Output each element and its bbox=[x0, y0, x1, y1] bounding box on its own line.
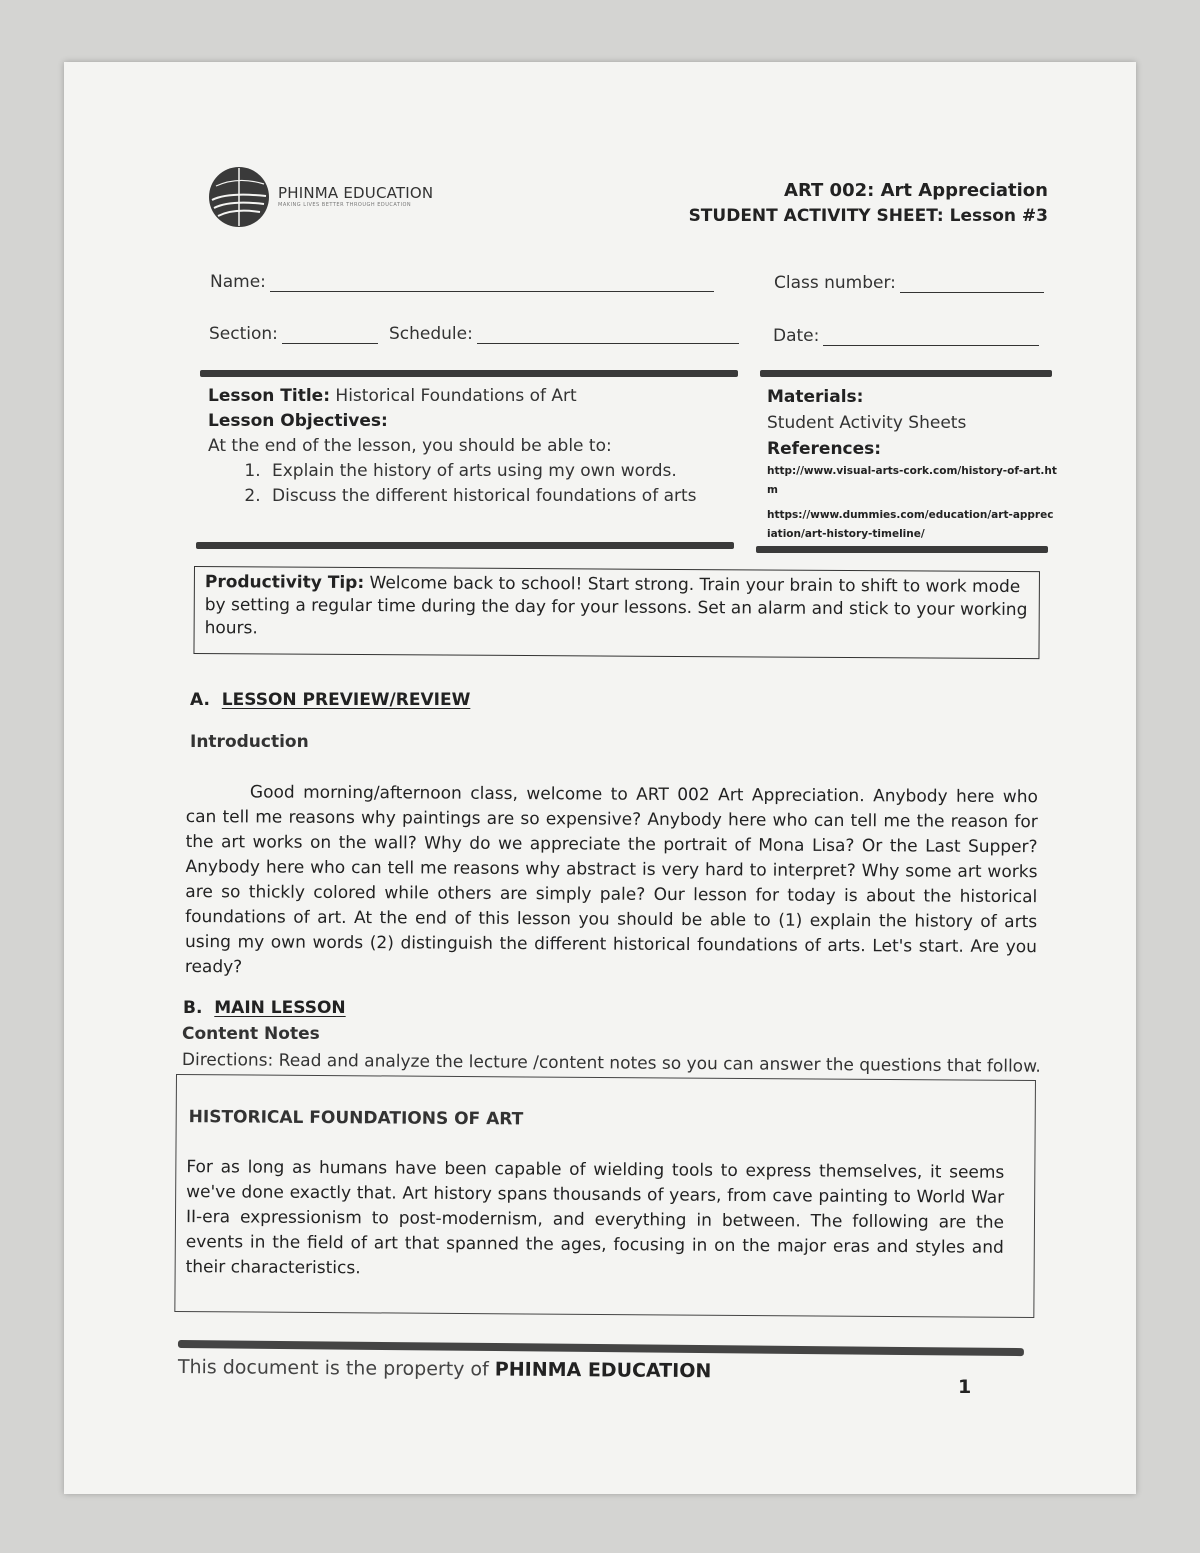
tip-label: Productivity Tip: bbox=[204, 572, 365, 594]
brand-name: PHINMA EDUCATION bbox=[278, 184, 434, 202]
phinma-logo-icon bbox=[208, 166, 270, 228]
page-number: 1 bbox=[958, 1376, 972, 1398]
introduction-text bbox=[185, 780, 1038, 985]
materials-info bbox=[767, 384, 1057, 550]
name-label: Name: bbox=[210, 272, 266, 292]
name-field[interactable] bbox=[210, 272, 714, 292]
reference-link[interactable]: https://www.dummies.com/education/art-appreciation/art-history-timeline/ bbox=[767, 509, 1054, 540]
objectives-intro: At the end of the lesson, you should be able to: bbox=[208, 436, 612, 456]
lesson-title-label: Lesson Title: bbox=[208, 386, 331, 406]
date-line[interactable] bbox=[823, 327, 1039, 346]
materials-label: Materials: bbox=[767, 387, 864, 407]
footer-text bbox=[178, 1356, 712, 1382]
class-number-label: Class number: bbox=[774, 273, 896, 293]
references-label: References: bbox=[767, 439, 882, 459]
objectives-label: Lesson Objectives: bbox=[208, 411, 388, 431]
course-title: ART 002: Art Appreciation bbox=[784, 180, 1048, 201]
class-number-line[interactable] bbox=[900, 274, 1044, 293]
content-notes-heading: Content Notes bbox=[182, 1024, 320, 1044]
date-label: Date: bbox=[773, 326, 820, 346]
content-notes-box bbox=[174, 1074, 1036, 1318]
section-b-letter: B. bbox=[183, 998, 203, 1018]
footer-owner: PHINMA EDUCATION bbox=[494, 1358, 712, 1383]
schedule-label: Schedule: bbox=[389, 324, 473, 344]
schedule-line[interactable] bbox=[477, 325, 739, 344]
materials-value: Student Activity Sheets bbox=[767, 413, 967, 433]
divider-rule bbox=[200, 370, 738, 377]
section-field[interactable] bbox=[209, 324, 378, 344]
tip-text: Welcome back to school! Start strong. Train your brain to shift to work mode by setting a regular time during the day for your lessons. Set an alarm and stick to your working hours. bbox=[204, 573, 1028, 639]
lesson-info bbox=[208, 384, 738, 509]
productivity-tip-box bbox=[193, 566, 1040, 659]
lesson-title-value: Historical Foundations of Art bbox=[335, 386, 577, 406]
content-box-title: HISTORICAL FOUNDATIONS OF ART bbox=[188, 1107, 524, 1130]
reference-link[interactable]: http://www.visual-arts-cork.com/history-of-art.htm bbox=[767, 465, 1057, 496]
section-a-title: LESSON PREVIEW/REVIEW bbox=[221, 690, 471, 710]
content-box-body: For as long as humans have been capable of wielding tools to express themselves, it seems we've done exactly that. Art history spans thousands of years, from cave painting to World War II-era expressionism to post-modernism, and everything in between. The following are the events in the field of art that spanned the ages, focusing in on the major eras and styles and their characteristics. bbox=[185, 1157, 1005, 1279]
schedule-field[interactable] bbox=[389, 324, 739, 344]
section-a-letter: A. bbox=[190, 690, 210, 710]
name-line[interactable] bbox=[270, 273, 714, 292]
introduction-body: Good morning/afternoon class, welcome to ART 002 Art Appreciation. Anybody here who can tell me reasons why paintings are so expensive? Anybody here who can tell me the reason for the art works on the wall? Why do we appreciate the portrait of Mona Lisa? Or the Last Supper? Anybody here who can tell me reasons why abstract is very hard to interpret? Why some art works are so thickly colored while others are simply pale? Our lesson for today is about the historical foundations of art. At the end of this lesson you should be able to (1) explain the history of arts using my own words (2) distinguish the different historical foundations of arts. Let's start. Are you ready? bbox=[184, 782, 1038, 978]
directions-text: Directions: Read and analyze the lecture /content notes so you can answer the questions that follow. bbox=[181, 1050, 1041, 1077]
section-a-heading bbox=[190, 690, 470, 710]
footer-prefix: This document is the property of bbox=[177, 1356, 495, 1381]
brand-tagline: MAKING LIVES BETTER THROUGH EDUCATION bbox=[278, 202, 412, 208]
divider-rule bbox=[760, 370, 1052, 377]
objective-item: 1. Explain the history of arts using my own words. bbox=[266, 459, 738, 484]
sheet-title: STUDENT ACTIVITY SHEET: Lesson #3 bbox=[688, 206, 1048, 226]
objectives-list bbox=[208, 459, 738, 509]
section-line[interactable] bbox=[282, 325, 378, 344]
objective-item: 2. Discuss the different historical foundations of arts bbox=[266, 484, 738, 509]
section-b-title: MAIN LESSON bbox=[214, 998, 346, 1018]
introduction-heading: Introduction bbox=[190, 732, 309, 752]
date-field[interactable] bbox=[773, 326, 1039, 346]
divider-rule bbox=[196, 542, 734, 549]
class-number-field[interactable] bbox=[774, 273, 1044, 293]
section-label: Section: bbox=[209, 324, 278, 344]
section-b-heading bbox=[183, 998, 346, 1018]
